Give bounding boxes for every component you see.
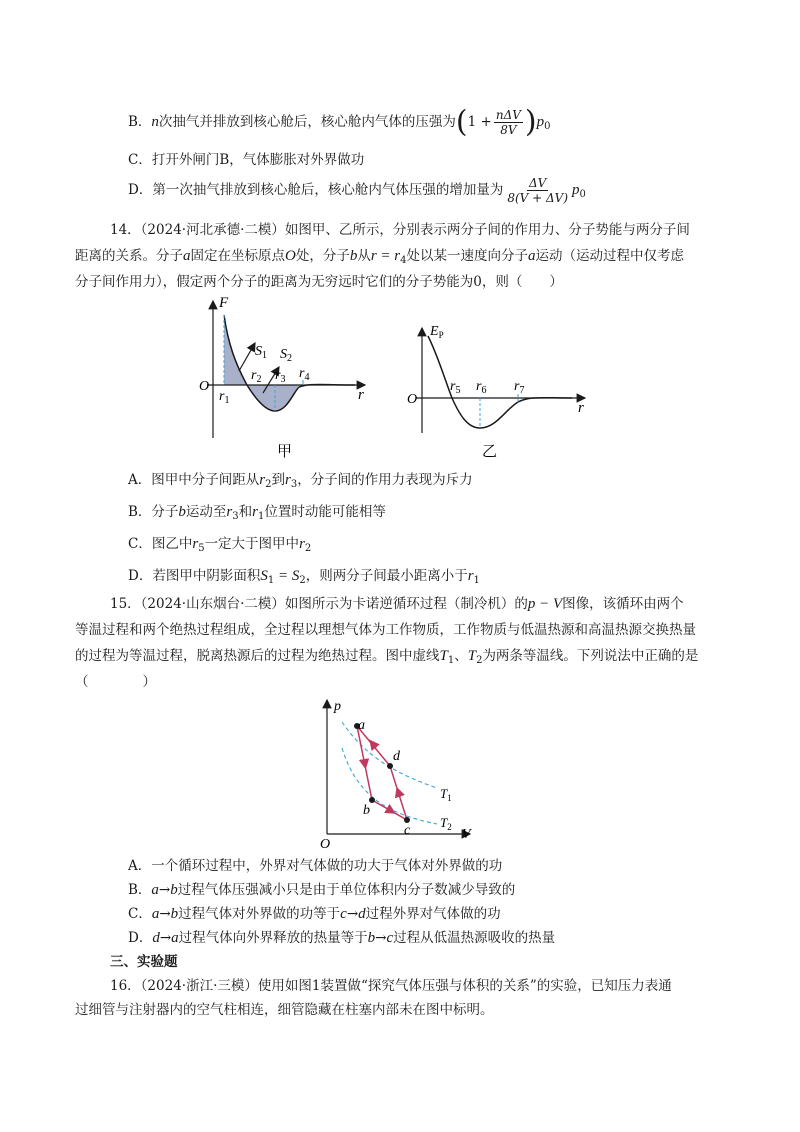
label-r3: $r_3$ [275, 368, 286, 385]
arrow-c-d [398, 791, 400, 797]
q15-stem-line-1: 15．（2024·山东烟台·二模）如图所示为卡诺逆循环过程（制冷机）的p − V图像，该循环由两个 [110, 596, 684, 612]
q14-option-d: D．若图甲中阴影面积$S_1 = S_2$，则两分子间最小距离小于$r_1$ [128, 568, 480, 586]
axis-label-ep: $E_P$ [430, 324, 444, 340]
q14-figure-jia [195, 293, 380, 463]
q15-stem-line-2: 等温过程和两个绝热过程组成，全过程以理想气体为工作物质，工作物质与低温热源和高温热源交换热量 [75, 622, 696, 638]
q14-figure-yi [400, 318, 600, 463]
s1-arrow [239, 343, 255, 371]
q15-option-a: A．一个循环过程中，外界对气体做的功大于气体对外界做的功 [128, 858, 503, 874]
label-r1: $r_1$ [219, 389, 230, 406]
origin-label: O [199, 379, 210, 394]
q14-option-c: C．图乙中$r_5$一定大于图甲中$r_2$ [128, 536, 312, 554]
label-r4: $r_4$ [299, 366, 310, 383]
label-t2: $T_2$ [440, 815, 452, 832]
origin-label: O [407, 392, 418, 407]
label-t1: $T_1$ [440, 786, 452, 803]
axis-label-r: r [578, 400, 584, 416]
axis-label-v: V [462, 827, 471, 842]
label-s2: $S_2$ [280, 347, 292, 364]
isotherm-t1 [342, 722, 437, 788]
q13-option-b: B．n次抽气并排放到核心舱后，核心舱内气体的压强为(1 + $\frac{\text{nΔV}}{8V}$ )$p_0$ [128, 104, 551, 140]
q15-stem-line-3: 的过程为等温过程，脱离热源后的过程为绝热过程。图中虚线$T_1$、$T_2$为两条等温线。下列说法中正确的是 [75, 648, 699, 666]
label-b: b [363, 803, 370, 818]
axis-label-r: r [358, 387, 364, 403]
label-c: c [404, 823, 411, 838]
q14-option-a: A．图甲中分子间距从$r_2$到$r_3$，分子间的作用力表现为斥力 [128, 472, 473, 490]
q13-option-c: C．打开外闸门B，气体膨胀对外界做功 [128, 152, 365, 168]
label-s1: $S_1$ [255, 344, 267, 361]
q16-stem-line-1: 16．（2024·浙江·三模）使用如图1装置做“探究气体压强与体积的关系”的实验，已知压力表通 [110, 978, 672, 994]
q14-stem-line-3: 分子间作用力），假定两个分子的距离为无穷远时它们的分子势能为0，则（ ） [75, 274, 563, 290]
q15-stem-line-4: （ ） [75, 674, 156, 690]
label-r7: $r_7$ [514, 379, 525, 396]
q15-option-c: C．a→b过程气体对外界做的功等于c→d过程外界对气体做的功 [128, 906, 501, 922]
arrow-a-b [364, 759, 365, 765]
label-d: d [393, 749, 400, 764]
section-heading-experiment: 三、实验题 [110, 954, 178, 970]
q14-stem-line-2: 距离的关系。分子a固定在坐标原点O处，分子b从$r = r_4$处以某一速度向分子a运动（运动过程中仅考虑 [75, 248, 685, 266]
axis-label-f: F [219, 295, 229, 311]
axis-label-p: p [334, 699, 341, 714]
q13-option-d: D．第一次抽气排放到核心舱后，核心舱内气体压强的增加量为 $\frac{\Delta V}{8(V + \Delta V)}$ $p_0$ [128, 176, 586, 205]
caption-jia: 甲 [277, 444, 293, 460]
caption-yi: 乙 [482, 444, 498, 460]
q14-stem-line-1: 14．（2024·河北承德·二模）如图甲、乙所示，分别表示两分子间的作用力、分子势能与两分子间 [110, 222, 690, 238]
q14-option-b: B．分子b运动至$r_3$和$r_1$位置时动能可能相等 [128, 504, 386, 522]
label-a: a [358, 718, 365, 733]
q15-pv-diagram [312, 696, 487, 851]
label-r2: $r_2$ [251, 368, 262, 385]
label-r5: $r_5$ [450, 379, 461, 396]
isotherm-t2 [342, 748, 437, 824]
label-r6: $r_6$ [476, 379, 487, 396]
q16-stem-line-2: 过细管与注射器内的空气柱相连，细管隐藏在柱塞内部未在图中标明。 [75, 1002, 494, 1018]
q15-option-d: D．d→a过程气体向外界释放的热量等于b→c过程从低温热源吸收的热量 [128, 930, 556, 946]
origin-label: O [320, 837, 331, 851]
q15-option-b: B．a→b过程气体压强减小只是由于单位体积内分子数减少导致的 [128, 882, 516, 898]
